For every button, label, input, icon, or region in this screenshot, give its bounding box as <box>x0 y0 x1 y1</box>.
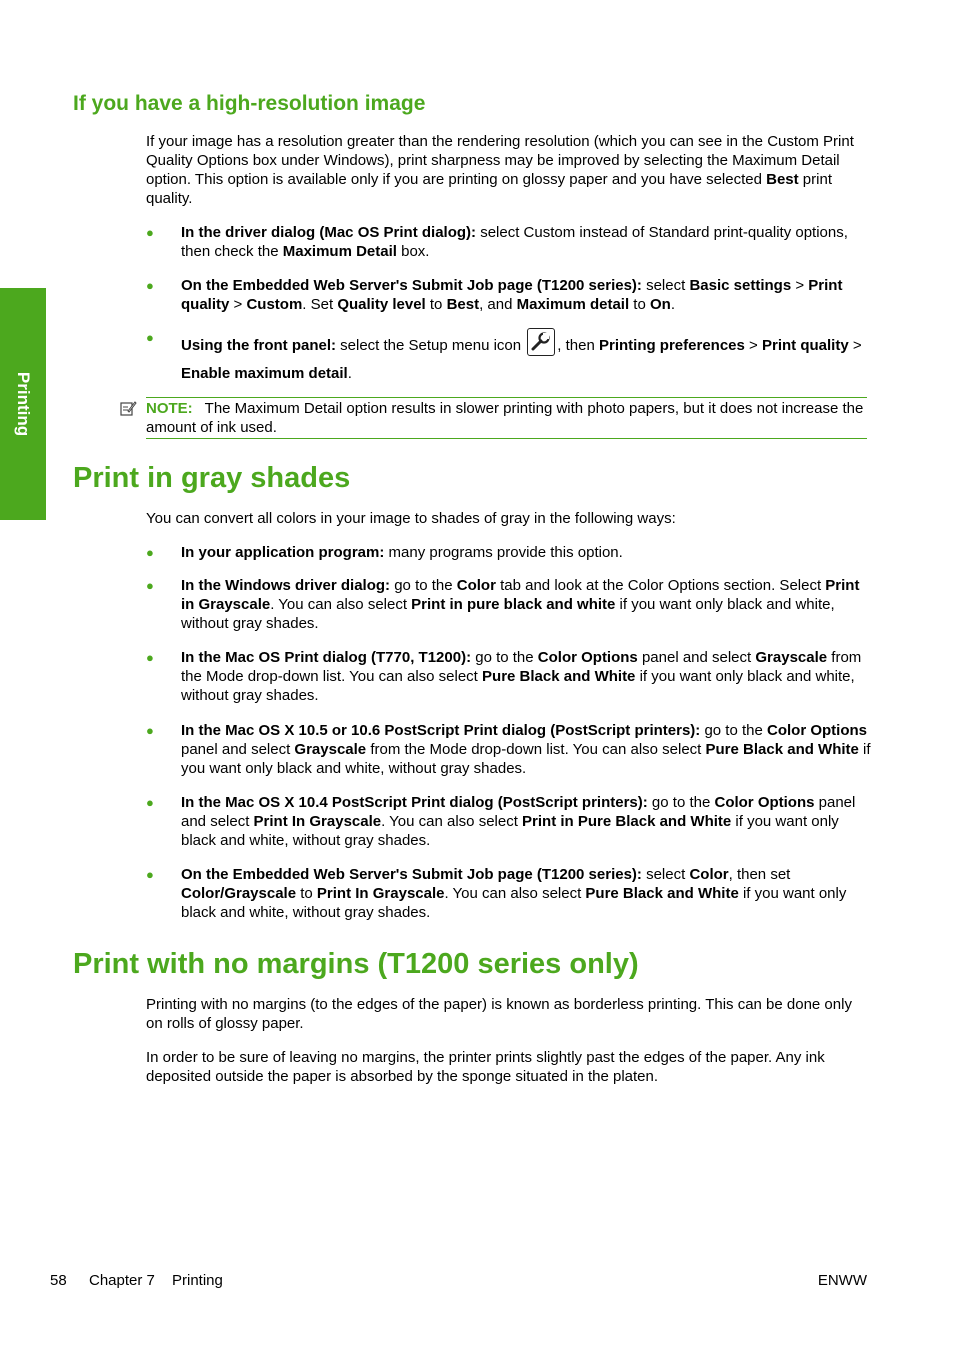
hires-intro: If your image has a resolution greater than the rendering resolution (which you can see in the Custom Print Quality Options box under Windows), print sharpness may be improved by selecting the Maximum Detail option. This option is available only if you are printing on glossy paper and you have selected Best print quality. <box>146 133 854 207</box>
page-number: 58 <box>50 1272 67 1289</box>
hires-bullet-1: In the driver dialog (Mac OS Print dialog): select Custom instead of Standard print-quality options, then check the Maximum Detail box. <box>181 224 848 260</box>
gray-bullet-1: In your application program: many programs provide this option. <box>181 544 623 561</box>
bullet-marker: ● <box>146 723 154 738</box>
side-tab-label: Printing <box>14 371 33 437</box>
wrench-icon <box>527 328 555 356</box>
heading-high-resolution: If you have a high-resolution image <box>73 92 426 115</box>
bullet-marker: ● <box>146 867 154 882</box>
heading-no-margins: Print with no margins (T1200 series only) <box>73 948 639 980</box>
note-text: NOTE: The Maximum Detail option results in slower printing with photo papers, but it does not increase the amount of ink used. <box>146 400 864 436</box>
gray-bullet-3: In the Mac OS Print dialog (T770, T1200): go to the Color Options panel and select Grayscale from the Mode drop-down list. You can also select Pure Black and White if you want only black and white, without gray shades. <box>181 649 862 704</box>
gray-bullet-5: In the Mac OS X 10.4 PostScript Print dialog (PostScript printers): go to the Color Options panel and select Print In Grayscale. You can also select Print in Pure Black and White if you want only black and white, without gray shades. <box>181 794 856 849</box>
hires-bullet-2: On the Embedded Web Server's Submit Job page (T1200 series): select Basic settings > Print quality > Custom. Set Quality level to Best, and Maximum detail to On. <box>181 277 843 313</box>
bullet-marker: ● <box>146 225 154 240</box>
heading-gray-shades: Print in gray shades <box>73 462 351 494</box>
gray-bullet-6: On the Embedded Web Server's Submit Job page (T1200 series): select Color, then set Color/Grayscale to Print In Grayscale. You can also select Pure Black and White if you want only black and white, without gray shades. <box>181 866 847 921</box>
margins-para-2: In order to be sure of leaving no margins, the printer prints slightly past the edges of the paper. Any ink deposited outside the paper is absorbed by the sponge situated in the platen. <box>146 1049 825 1085</box>
gray-bullet-4: In the Mac OS X 10.5 or 10.6 PostScript Print dialog (PostScript printers): go to the Color Options panel and select Grayscale from the Mode drop-down list. You can also select Pure Black and White if you want only black and white, without gray shades. <box>181 722 871 777</box>
margins-para-1: Printing with no margins (to the edges of the paper) is known as borderless printing. This can be done only on rolls of glossy paper. <box>146 996 852 1032</box>
footer-chapter-title: Printing <box>172 1272 223 1289</box>
note-pencil-icon <box>119 399 137 417</box>
bullet-marker: ● <box>146 650 154 665</box>
bullet-marker: ● <box>146 330 154 345</box>
footer-enww: ENWW <box>817 1272 867 1289</box>
note-label: NOTE: <box>146 400 193 417</box>
bullet-marker: ● <box>146 278 154 293</box>
bullet-marker: ● <box>146 578 154 593</box>
bullet-marker: ● <box>146 795 154 810</box>
bullet-marker: ● <box>146 545 154 560</box>
footer-chapter: Chapter 7 <box>89 1272 155 1289</box>
gray-intro: You can convert all colors in your image to shades of gray in the following ways: <box>146 510 676 527</box>
hires-bullet-3: Using the front panel: select the Setup menu icon , then Printing preferences > Print quality > Enable maximum detail. <box>181 332 871 388</box>
gray-bullet-2: In the Windows driver dialog: go to the Color tab and look at the Color Options section. Select Print in Grayscale. You can also select Print in pure black and white if you want only black and white, without gray shades. <box>181 577 860 632</box>
